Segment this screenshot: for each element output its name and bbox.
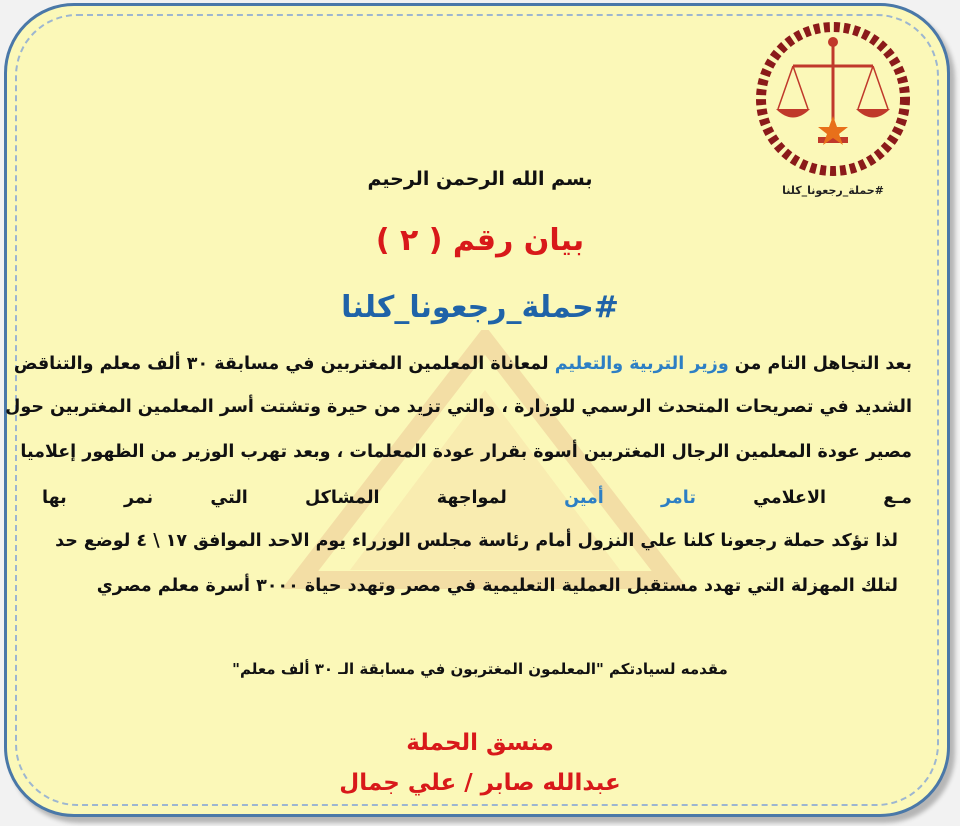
body-line-1 bbox=[13, 354, 912, 374]
body-text: مـع الاعلامي bbox=[695, 488, 912, 508]
body-line-4 bbox=[42, 488, 912, 508]
submitted-by: مقدمه لسيادتكم "المعلمون المغتربون في مسابقة الـ ٣٠ ألف معلم" bbox=[232, 660, 728, 678]
campaign-hashtag: #حملة_رجعونا_كلنا bbox=[341, 290, 619, 325]
body-text: لمعاناة المعلمين المغتربين في مسابقة ٣٠ ألف معلم والتناقض bbox=[13, 354, 555, 374]
basmala: بسم الله الرحمن الرحيم bbox=[367, 168, 593, 190]
logo-caption: #حملة_رجعونا_كلنا bbox=[782, 184, 884, 197]
scales-of-justice-icon bbox=[748, 14, 918, 184]
presenter-highlight: تامر أمين bbox=[564, 488, 696, 508]
body-line-3: مصير عودة المعلمين الرجال المغتربين أسوة بقرار عودة المعلمات ، وبعد تهرب الوزير من الظهور إعلاميا bbox=[20, 442, 912, 462]
coordinator-names: عبدالله صابر / علي جمال bbox=[339, 770, 621, 796]
body-text: بعد التجاهل التام من bbox=[728, 354, 912, 374]
statement-title: بيان رقم ( ٢ ) bbox=[375, 223, 585, 258]
body-line-5: لذا تؤكد حملة رجعونا كلنا علي النزول أمام رئاسة مجلس الوزراء يوم الاحد الموافق ١٧ \ ٤ لوضع حد bbox=[55, 531, 898, 551]
body-line-6: لتلك المهزلة التي تهدد مستقبل العملية التعليمية في مصر وتهدد حياة ٣٠٠٠ أسرة معلم مصري bbox=[96, 576, 898, 596]
coordinator-title: منسق الحملة bbox=[406, 730, 554, 756]
body-text: لمواجهة المشاكل التي نمر بها bbox=[42, 488, 565, 508]
body-line-2: الشديد في تصريحات المتحدث الرسمي للوزارة ، والتي تزيد من حيرة وتشتت أسر المعلمين المغتربين حول bbox=[5, 397, 912, 417]
minister-highlight: وزير التربية والتعليم bbox=[554, 354, 729, 374]
